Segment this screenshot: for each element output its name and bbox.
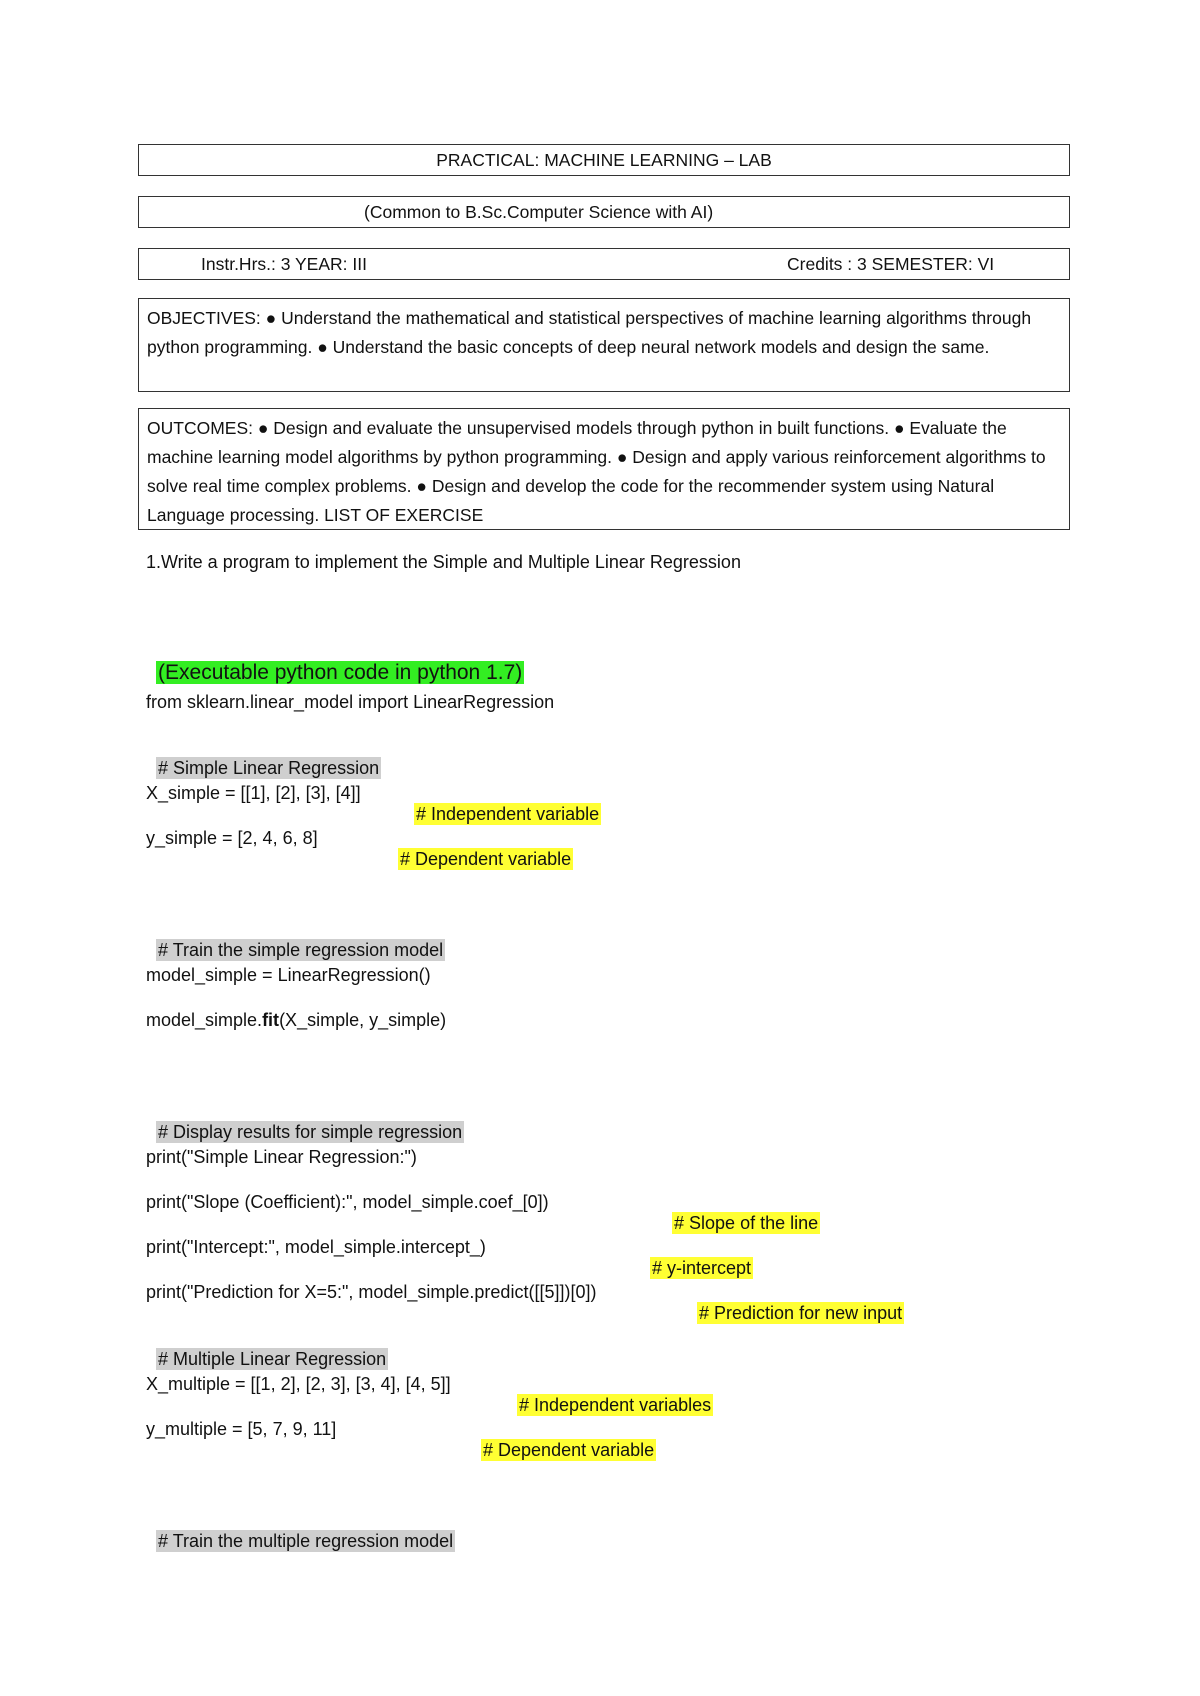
code-comment-multiple: # Multiple Linear Regression (158, 1349, 387, 1369)
code-x-simple: X_simple = [[1], [2], [3], [4]] (146, 783, 361, 803)
code-comment-display-line (146, 1101, 464, 1143)
page-title: PRACTICAL: MACHINE LEARNING – LAB (436, 149, 772, 170)
python-version-note-line (146, 640, 524, 685)
code-comment-train-multiple-line (146, 1510, 455, 1552)
code-x-multiple-comment-wrap (507, 1374, 713, 1416)
code-comment-simple: # Simple Linear Regression (158, 758, 380, 778)
code-comment-train-multiple: # Train the multiple regression model (158, 1531, 454, 1551)
code-fit-word: fit (262, 1010, 280, 1030)
outcomes-text: OUTCOMES: ● Design and evaluate the unsupervised models through python in built functions. ● Evaluate the machine learning model algorithms by python programming. ● Design and apply various reinforcement algorithms to solve real time complex problems. ● Design and develop the code for the recommender system using Natural Language processing. LIST OF EXERCISE (147, 418, 1046, 525)
code-x-simple-comment-wrap (404, 783, 601, 825)
code-x-simple-comment: # Independent variable (416, 804, 600, 824)
code-comment-train-simple-line (146, 919, 445, 961)
outcomes-box (138, 408, 1070, 530)
code-x-multiple: X_multiple = [[1, 2], [2, 3], [3, 4], [4, 5]] (146, 1374, 451, 1394)
code-fit-args: (X_simple, y_simple) (279, 1010, 447, 1030)
code-model-simple: model_simple = LinearRegression() (146, 965, 431, 985)
code-y-multiple: y_multiple = [5, 7, 9, 11] (146, 1419, 337, 1439)
code-print-prediction-comment: # Prediction for new input (699, 1303, 903, 1323)
code-y-multiple-comment: # Dependent variable (483, 1440, 655, 1460)
page-subtitle: (Common to B.Sc.Computer Science with AI) (364, 201, 714, 222)
code-fit-simple (146, 1010, 446, 1031)
code-print-intercept: print("Intercept:", model_simple.intercept_) (146, 1237, 486, 1257)
code-print-title: print("Simple Linear Regression:") (146, 1147, 417, 1167)
code-print-slope-comment: # Slope of the line (674, 1213, 819, 1233)
code-print-intercept-comment: # y-intercept (652, 1258, 752, 1278)
code-print-prediction: print("Prediction for X=5:", model_simple.predict([[5]])[0]) (146, 1282, 597, 1302)
objectives-text: OBJECTIVES: ● Understand the mathematical and statistical perspectives of machine learning algorithms through python programming. ● Understand the basic concepts of deep neural network models and design the same. (147, 308, 1032, 357)
instruction-box (138, 248, 1070, 280)
instruction-hours-year: Instr.Hrs.: 3 YEAR: III (201, 253, 367, 274)
code-comment-multiple-line (146, 1328, 388, 1370)
code-fit-prefix: model_simple. (146, 1010, 263, 1030)
code-y-multiple-comment-wrap (471, 1419, 656, 1461)
code-comment-train-simple: # Train the simple regression model (158, 940, 444, 960)
code-print-prediction-comment-wrap (687, 1282, 904, 1324)
code-print-slope: print("Slope (Coefficient):", model_simple.coef_[0]) (146, 1192, 549, 1212)
code-print-slope-comment-wrap (662, 1192, 820, 1234)
code-y-simple: y_simple = [2, 4, 6, 8] (146, 828, 318, 848)
subtitle-box (138, 196, 1070, 228)
code-print-intercept-comment-wrap (640, 1237, 753, 1279)
code-x-multiple-comment: # Independent variables (519, 1395, 712, 1415)
title-box (138, 144, 1070, 176)
code-y-simple-comment-wrap (388, 828, 573, 870)
python-version-note: (Executable python code in python 1.7) (158, 661, 523, 684)
credits-semester: Credits : 3 SEMESTER: VI (787, 253, 995, 274)
code-y-simple-comment: # Dependent variable (400, 849, 572, 869)
code-comment-display: # Display results for simple regression (158, 1122, 463, 1142)
objectives-box (138, 298, 1070, 392)
exercise-heading: 1.Write a program to implement the Simple and Multiple Linear Regression (146, 552, 741, 572)
code-import: from sklearn.linear_model import LinearRegression (146, 692, 555, 712)
code-comment-simple-line (146, 737, 381, 779)
